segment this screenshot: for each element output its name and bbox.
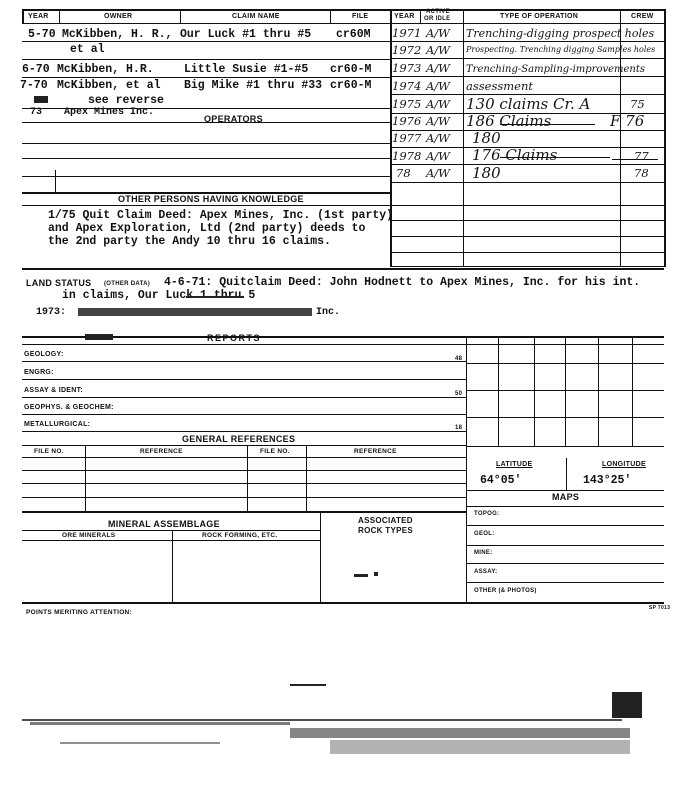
- report-label: GEOPHYS. & GEOCHEM:: [24, 404, 114, 411]
- land-status-line-3-prefix: 1973:: [36, 307, 67, 318]
- operation-type: 180: [472, 129, 501, 147]
- map-label: MINE:: [474, 550, 493, 556]
- operation-year: 78: [396, 166, 411, 180]
- other-persons-title: OTHER PERSONS HAVING KNOWLEDGE: [118, 194, 304, 204]
- header-file: FILE: [352, 13, 369, 20]
- latitude-label: LATITUDE: [496, 461, 533, 468]
- map-label: OTHER (& PHOTOS): [474, 588, 537, 594]
- header-claim-name: CLAIM NAME: [232, 13, 280, 20]
- other-persons-line: and Apex Exploration, Ltd (2nd party) deeds to: [48, 222, 366, 235]
- operation-crew: 78: [634, 166, 649, 180]
- report-label: ASSAY & IDENT:: [24, 387, 84, 394]
- other-persons-line: 1/75 Quit Claim Deed: Apex Mines, Inc. (1st party): [48, 209, 394, 222]
- report-label: METALLURGICAL:: [24, 421, 91, 428]
- map-label: GEOL:: [474, 531, 495, 537]
- operation-year: 1974: [392, 79, 422, 93]
- header-year: YEAR: [28, 13, 49, 20]
- operation-type: 186 Claims: [466, 112, 552, 130]
- operation-status: A/W: [426, 166, 450, 180]
- operation-year: 1976: [392, 114, 422, 128]
- report-label: GEOLOGY:: [24, 351, 64, 358]
- header-active-top: ACTIVE: [426, 9, 450, 15]
- longitude-label: LONGITUDE: [602, 461, 646, 468]
- operation-year: 1977: [392, 131, 422, 145]
- operation-status: A/W: [426, 26, 450, 40]
- operation-status: A/W: [426, 114, 450, 128]
- reports-title: REPORTS: [207, 333, 262, 343]
- report-number: 50: [455, 391, 463, 397]
- longitude-value: 143°25': [583, 474, 632, 487]
- operation-status: A/W: [426, 97, 450, 111]
- owner-file: cr60-M: [330, 79, 372, 92]
- operation-type: Trenching-Sampling-improvements: [466, 64, 646, 75]
- header-crew: CREW: [631, 13, 654, 20]
- assoc-rock-bottom: ROCK TYPES: [358, 526, 414, 535]
- owner-file: cr60M: [336, 28, 371, 41]
- operators-label: OPERATORS: [204, 114, 263, 124]
- operation-type: 130 claims Cr. A: [466, 95, 591, 113]
- ref-file-no: FILE NO.: [34, 448, 64, 455]
- map-label: TOPOG:: [474, 511, 500, 517]
- operation-status: A/W: [426, 79, 450, 93]
- operation-year: 1975: [392, 97, 422, 111]
- operation-year: 1973: [392, 61, 422, 75]
- form-number: SP 7013: [649, 605, 671, 611]
- general-references-title: GENERAL REFERENCES: [182, 434, 296, 444]
- latitude-value: 64°05': [480, 474, 522, 487]
- owner-year: 7-70: [20, 79, 48, 92]
- mineral-assemblage-title: MINERAL ASSEMBLAGE: [108, 519, 220, 529]
- owner-claim: Our Luck #1 thru #5: [180, 28, 312, 41]
- owner-name: McKibben, H. R.,: [62, 28, 173, 41]
- owner-see-reverse: see reverse: [88, 94, 164, 107]
- operation-crew: F 76: [610, 112, 645, 130]
- operation-year: 1972: [392, 43, 422, 57]
- operators-name: Apex Mines Inc.: [64, 107, 155, 118]
- operation-status: A/W: [426, 43, 450, 57]
- header-type-of-operation: TYPE OF OPERATION: [500, 13, 579, 20]
- other-persons-line: the 2nd party the Andy 10 thru 16 claims.: [48, 235, 331, 248]
- operation-type: 176 Claims: [472, 146, 558, 164]
- points-meriting-attention: POINTS MERITING ATTENTION:: [26, 609, 133, 616]
- report-label: ENGRG:: [24, 369, 54, 376]
- land-status-line-3-suffix: Inc.: [316, 307, 341, 318]
- land-status-label: LAND STATUS: [26, 278, 92, 288]
- operation-crew: 75: [630, 97, 645, 111]
- report-number: 18: [455, 425, 463, 431]
- operation-type: Prospecting. Trenching digging Samples holes: [466, 45, 656, 54]
- operators-year: 73: [30, 107, 43, 118]
- operation-type: Trenching-digging prospect holes: [466, 27, 655, 40]
- owner-name: McKibben, et al: [57, 79, 161, 92]
- operation-year: 1971: [392, 26, 422, 40]
- land-status-line-2: in claims, Our Luck 1 thru 5: [62, 289, 256, 302]
- maps-title: MAPS: [552, 492, 580, 502]
- owner-file: cr60-M: [330, 63, 372, 76]
- operation-year: 1978: [392, 149, 422, 163]
- report-number: 48: [455, 356, 463, 362]
- owner-year: 5-70: [28, 28, 56, 41]
- ore-minerals-label: ORE MINERALS: [62, 532, 116, 539]
- owner-claim: Big Mike #1 thru #33: [184, 79, 323, 92]
- land-status-sub: (OTHER DATA): [104, 281, 151, 287]
- land-status-line-1: 4-6-71: Quitclaim Deed: John Hodnett to Apex Mines, Inc. for his int.: [164, 276, 641, 289]
- operation-status: A/W: [426, 131, 450, 145]
- header-year-2: YEAR: [394, 13, 415, 20]
- rock-forming-label: ROCK FORMING, ETC.: [202, 532, 278, 539]
- ref-reference-2: REFERENCE: [354, 448, 397, 455]
- owner-claim: Little Susie #1-#5: [184, 63, 309, 76]
- owner-year: 6-70: [22, 63, 50, 76]
- owner-name-cont: et al: [70, 43, 105, 56]
- ref-reference: REFERENCE: [140, 448, 183, 455]
- header-active-bottom: OR IDLE: [424, 16, 451, 22]
- operation-crew: 77: [634, 149, 649, 163]
- map-label: ASSAY:: [474, 569, 498, 575]
- operation-type: 180: [472, 164, 501, 182]
- assoc-rock-top: ASSOCIATED: [358, 516, 413, 525]
- operation-type: assessment: [466, 79, 534, 93]
- operation-status: A/W: [426, 61, 450, 75]
- header-owner: OWNER: [104, 13, 133, 20]
- operation-status: A/W: [426, 149, 450, 163]
- ref-file-no-2: FILE NO.: [260, 448, 290, 455]
- owner-name: McKibben, H.R.: [57, 63, 154, 76]
